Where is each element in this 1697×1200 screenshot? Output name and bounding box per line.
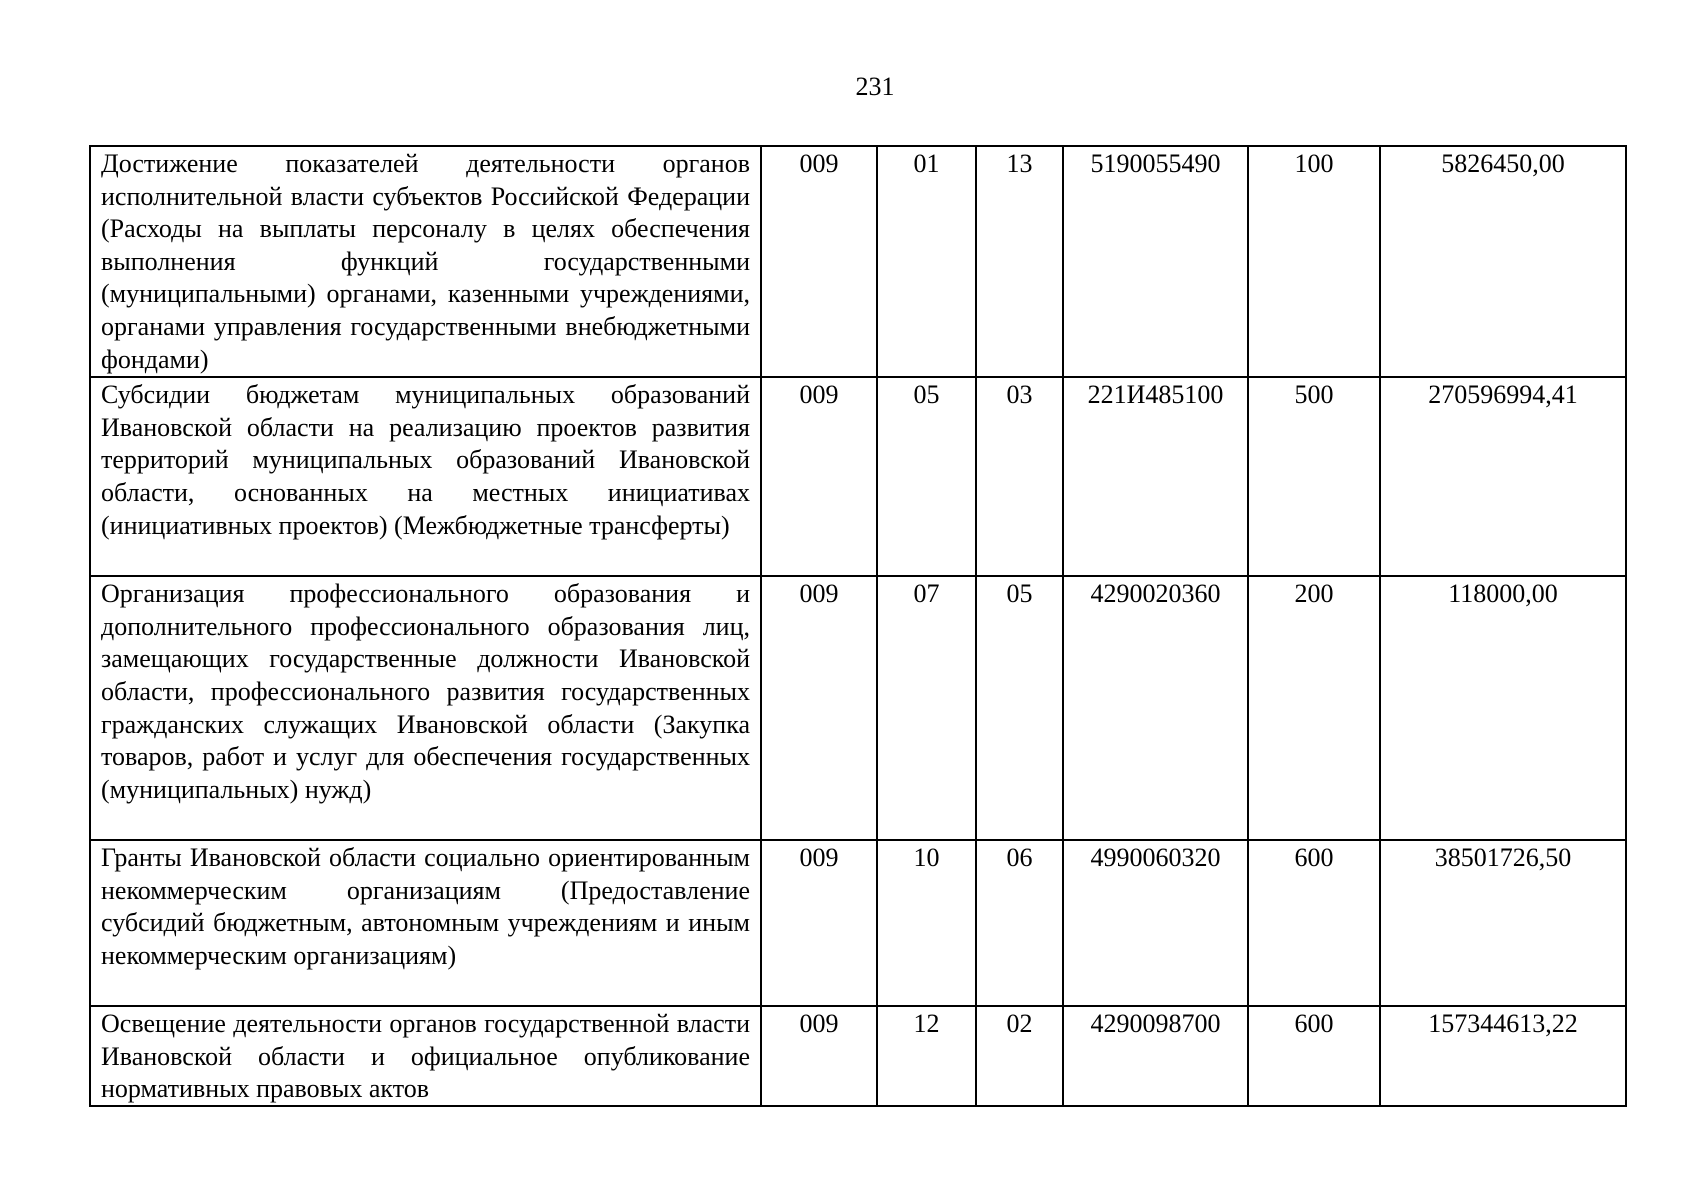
ministry-code: 009 xyxy=(761,576,877,840)
amount: 118000,00 xyxy=(1380,576,1626,840)
amount: 157344613,22 xyxy=(1380,1006,1626,1106)
expense-description xyxy=(90,377,761,576)
expense-description-text: Гранты Ивановской области социально ориентированным некоммерческим организациям (Предоставление субсидий бюджетным, автономным учреждениям и иным некоммерческим организациям) xyxy=(101,843,750,970)
subsection-code: 05 xyxy=(976,576,1063,840)
table-row xyxy=(90,1006,1626,1106)
table-row xyxy=(90,146,1626,377)
target-article-code: 4290098700 xyxy=(1063,1006,1248,1106)
table-row xyxy=(90,840,1626,1006)
table-row xyxy=(90,377,1626,576)
subsection-code: 03 xyxy=(976,377,1063,576)
ministry-code: 009 xyxy=(761,146,877,377)
expense-description xyxy=(90,1006,761,1106)
target-article-code: 4990060320 xyxy=(1063,840,1248,1006)
ministry-code: 009 xyxy=(761,1006,877,1106)
expense-description xyxy=(90,146,761,377)
page-number: 231 xyxy=(855,72,895,101)
expense-type-code: 100 xyxy=(1248,146,1380,377)
target-article-code: 4290020360 xyxy=(1063,576,1248,840)
expense-type-code: 600 xyxy=(1248,1006,1380,1106)
target-article-code: 5190055490 xyxy=(1063,146,1248,377)
expense-type-code: 500 xyxy=(1248,377,1380,576)
section-code: 05 xyxy=(877,377,976,576)
amount: 38501726,50 xyxy=(1380,840,1626,1006)
expense-type-code: 200 xyxy=(1248,576,1380,840)
budget-table xyxy=(89,145,1627,1107)
section-code: 07 xyxy=(877,576,976,840)
expense-description-text: Освещение деятельности органов государственной власти Ивановской области и официальное опубликование нормативных правовых актов xyxy=(101,1009,750,1104)
expense-description-text: Организация профессионального образования и дополнительного профессионального образования лиц, замещающих государственные должности Ивановской области, профессионального развития государственных гражданских служащих Ивановской области (Закупка товаров, работ и услуг для обеспечения государственных (муниципальных) нужд) xyxy=(101,579,750,804)
target-article-code: 221И485100 xyxy=(1063,377,1248,576)
subsection-code: 06 xyxy=(976,840,1063,1006)
expense-description-text: Достижение показателей деятельности органов исполнительной власти субъектов Российской Федерации (Расходы на выплаты персоналу в целях обеспечения выполнения функций государственными (муниципальными) органами, казенными учреждениями, органами управления государственными внебюджетными фондами) xyxy=(101,149,750,374)
ministry-code: 009 xyxy=(761,840,877,1006)
section-code: 12 xyxy=(877,1006,976,1106)
table-row xyxy=(90,576,1626,840)
section-code: 10 xyxy=(877,840,976,1006)
expense-description xyxy=(90,840,761,1006)
expense-type-code: 600 xyxy=(1248,840,1380,1006)
section-code: 01 xyxy=(877,146,976,377)
expense-description xyxy=(90,576,761,840)
amount: 5826450,00 xyxy=(1380,146,1626,377)
expense-description-text: Субсидии бюджетам муниципальных образований Ивановской области на реализацию проектов развития территорий муниципальных образований Ивановской области, основанных на местных инициативах (инициативных проектов) (Межбюджетные трансферты) xyxy=(101,380,750,540)
amount: 270596994,41 xyxy=(1380,377,1626,576)
ministry-code: 009 xyxy=(761,377,877,576)
subsection-code: 02 xyxy=(976,1006,1063,1106)
subsection-code: 13 xyxy=(976,146,1063,377)
